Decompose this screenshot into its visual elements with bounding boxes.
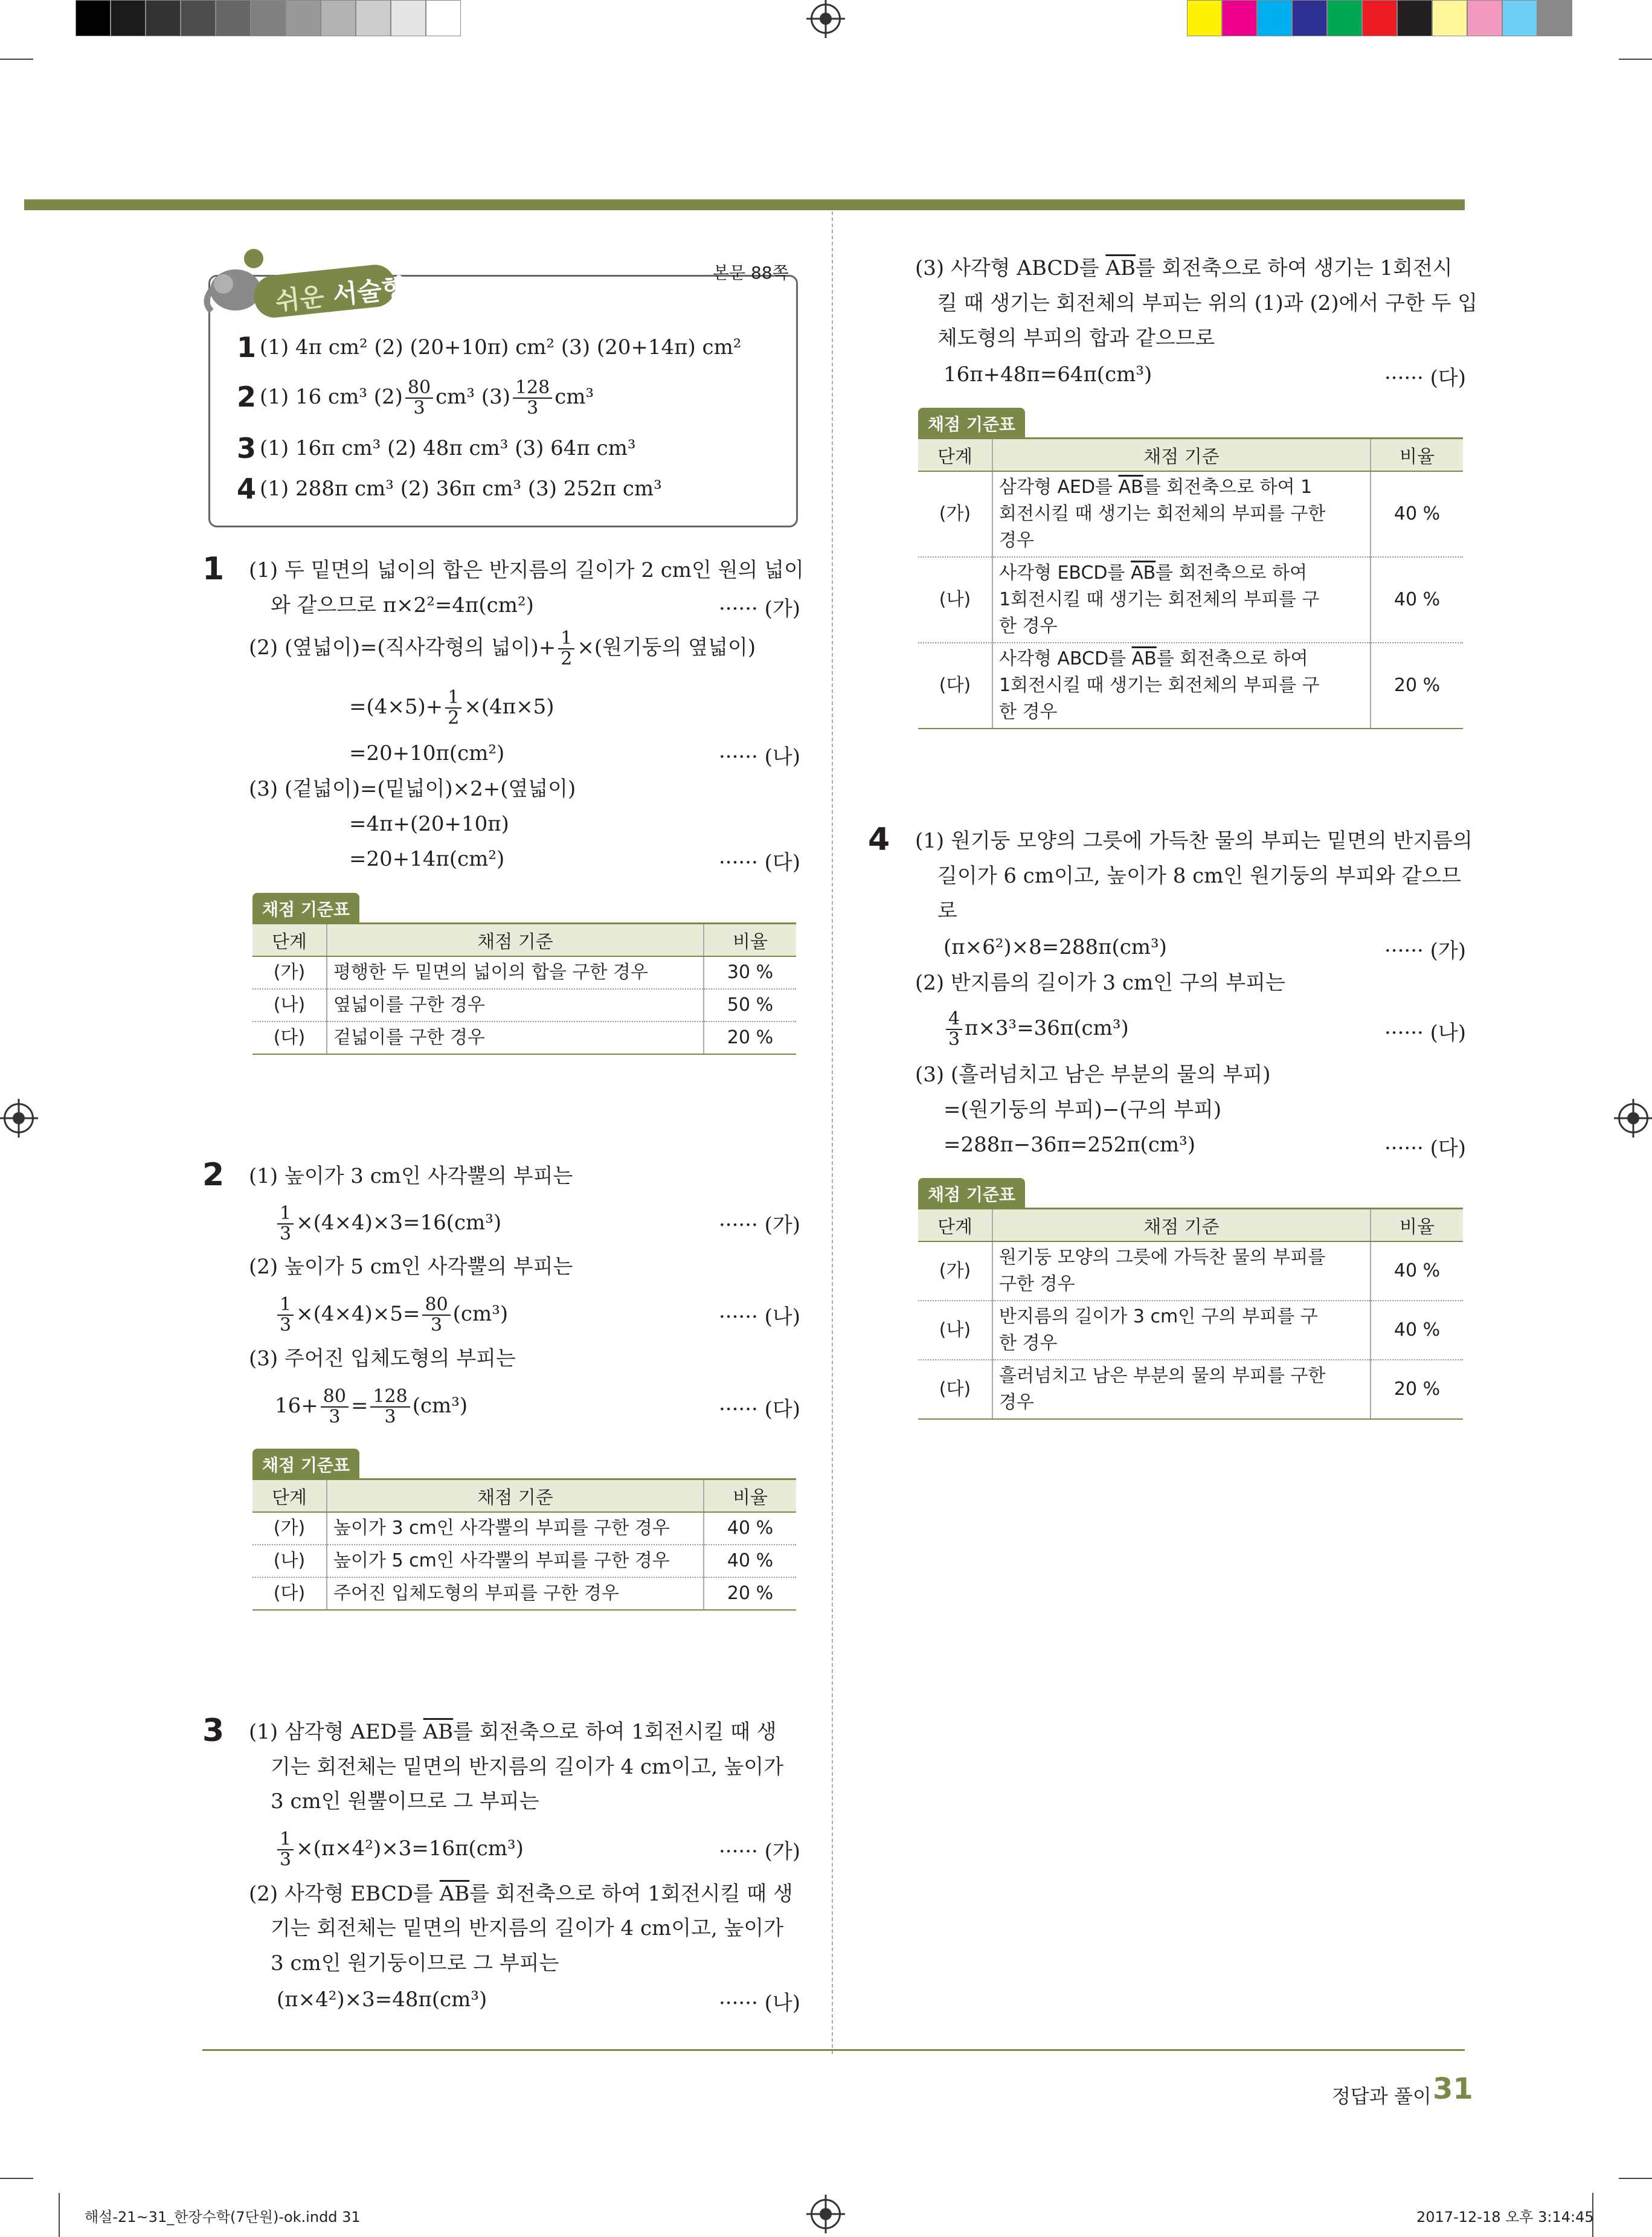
grayscale-swatch	[251, 0, 286, 36]
grayscale-swatch	[391, 0, 426, 36]
color-swatch	[1187, 0, 1222, 36]
problem-number: 3	[202, 1713, 225, 1749]
table-row: (다) 주어진 입체도형의 부피를 구한 경우 20 %	[252, 1577, 796, 1610]
color-swatch	[1537, 0, 1572, 36]
summary-num: 1	[237, 331, 257, 364]
grayscale-swatch	[286, 0, 321, 36]
table-row: (나) 사각형 EBCD를 $\overline{AB}$를 회전축으로 하여 1회전시킬 때 생기는 회전체의 부피를 구 한 경우 40 %	[918, 557, 1463, 643]
table-row: (다) 사각형 ABCD를 $\overline{AB}$를 회전축으로 하여 1회전시킬 때 생기는 회전체의 부피를 구 한 경우 20 %	[918, 643, 1463, 729]
step-tag: ······ (다)	[719, 1397, 801, 1421]
step-tag: ······ (다)	[1384, 1136, 1467, 1160]
registration-mark-icon	[811, 4, 841, 34]
column-divider	[832, 211, 833, 2054]
solution-line: $\frac{1}{3}$ ×(4×4)×3=16(cm³)	[275, 1203, 501, 1244]
grayscale-swatch	[216, 0, 251, 36]
summary-answer: (1) 4π cm² (2) (20+10π) cm² (3) (20+14π) cm²	[260, 335, 742, 359]
crop-mark	[59, 2193, 60, 2237]
solution-line: =4π+(20+10π)	[349, 812, 509, 836]
solution-line: (π×4²)×3=48π(cm³)	[277, 1988, 487, 2012]
solution-line: 로	[937, 899, 957, 923]
solution-line: =20+10π(cm²)	[349, 741, 505, 765]
grayscale-swatch	[321, 0, 356, 36]
solution-line: (1) 두 밑면의 넓이의 합은 반지름의 길이가 2 cm인 원의 넓이	[249, 558, 804, 582]
slug-file: 해설-21~31_한장수학(7단원)-ok.indd 31	[85, 2209, 361, 2226]
color-swatch	[1292, 0, 1327, 36]
solution-line: 3 cm인 원기둥이므로 그 부피는	[271, 1951, 559, 1975]
table-row: (나) 반지름의 길이가 3 cm인 구의 부피를 구 한 경우 40 %	[918, 1301, 1463, 1360]
table-row: (가) 평행한 두 밑면의 넓이의 합을 구한 경우 30 %	[252, 956, 796, 989]
grayscale-swatch	[146, 0, 181, 36]
solution-line: 16+ $\frac{80}{3}$ = $\frac{128}{3}$ (cm³)	[275, 1386, 468, 1427]
color-swatch	[1397, 0, 1432, 36]
summary-answer: (1) 16 cm³ (2) $\frac{80}{3}$ cm³ (3) $\frac{128}{3}$ cm³	[260, 377, 594, 419]
color-swatch	[1467, 0, 1502, 36]
solution-line: 와 같으므로 π×2²=4π(cm²)	[271, 593, 534, 617]
crop-mark	[0, 59, 33, 60]
step-tag: ······ (나)	[1384, 1021, 1467, 1045]
solution-line: (1) 원기둥 모양의 그릇에 가득찬 물의 부피는 밑면의 반지름의	[915, 829, 1473, 853]
table-row: (가) 원기둥 모양의 그릇에 가득찬 물의 부피를 구한 경우 40 %	[918, 1241, 1463, 1301]
solution-line: 기는 회전체는 밑면의 반지름의 길이가 4 cm이고, 높이가	[271, 1755, 784, 1779]
solution-line: (2) 사각형 EBCD를 $\overline{AB}$를 회전축으로 하여 1회전시킬 때 생	[249, 1882, 793, 1906]
header-band	[24, 199, 1465, 210]
solution-line: $\frac{1}{3}$ ×(4×4)×5= $\frac{80}{3}$ (cm³)	[275, 1295, 508, 1335]
solution-line: 길이가 6 cm이고, 높이가 8 cm인 원기둥의 부피와 같으므	[937, 864, 1462, 888]
summary-title: 쉬운 서술형	[274, 272, 408, 317]
grayscale-swatch	[426, 0, 461, 36]
step-tag: ······ (나)	[719, 745, 801, 769]
grading-table: 단계 채점 기준 비율 (가) 평행한 두 밑면의 넓이의 합을 구한 경우 30 % (나) 옆넓이를 구한 경우 50 % (다) 겉넓이를 구한 경우 20 %	[252, 922, 796, 1055]
grayscale-swatch	[181, 0, 216, 36]
solution-line: =(4×5)+ $\frac{1}{2}$ ×(4π×5)	[349, 687, 554, 729]
grading-table-badge: 채점 기준표	[252, 893, 359, 924]
summary-answer: (1) 288π cm³ (2) 36π cm³ (3) 252π cm³	[260, 477, 662, 501]
grading-table: 단계 채점 기준 비율 (가) 높이가 3 cm인 사각뿔의 부피를 구한 경우 40 % (나) 높이가 5 cm인 사각뿔의 부피를 구한 경우 40 % (다) 주어진 입체도형의 부피를 구한 경우 20 %	[252, 1478, 796, 1611]
solution-line: =288π−36π=252π(cm³)	[943, 1133, 1195, 1157]
page-reference: 본문 88쪽	[713, 263, 789, 283]
grayscale-swatch	[111, 0, 146, 36]
summary-answer: (1) 16π cm³ (2) 48π cm³ (3) 64π cm³	[260, 436, 636, 460]
grayscale-swatch	[76, 0, 111, 36]
problem-number: 4	[868, 822, 890, 858]
table-row: (다) 겉넓이를 구한 경우 20 %	[252, 1022, 796, 1054]
solution-line: 16π+48π=64π(cm³)	[943, 362, 1152, 387]
step-tag: ······ (다)	[1384, 366, 1467, 390]
color-swatch	[1362, 0, 1397, 36]
solution-line: (3) 사각형 ABCD를 $\overline{AB}$를 회전축으로 하여 생기는 1회전시	[915, 256, 1453, 280]
solution-line: (π×6²)×8=288π(cm³)	[943, 935, 1167, 959]
step-tag: ······ (나)	[719, 1305, 801, 1329]
color-swatch	[1432, 0, 1467, 36]
step-tag: ······ (가)	[1384, 939, 1467, 963]
registration-mark-icon	[4, 1103, 34, 1133]
solution-line: 기는 회전체는 밑면의 반지름의 길이가 4 cm이고, 높이가	[271, 1916, 784, 1940]
solution-line: $\frac{1}{3}$ ×(π×4²)×3=16π(cm³)	[275, 1829, 524, 1870]
summary-num: 4	[237, 472, 257, 505]
solution-line: (2) 반지름의 길이가 3 cm인 구의 부피는	[915, 971, 1285, 995]
solution-line: $\frac{4}{3}$ π×3³=36π(cm³)	[943, 1009, 1129, 1049]
problem-number: 1	[202, 551, 225, 587]
footer-label: 정답과 풀이	[1332, 2085, 1432, 2108]
page-number: 31	[1433, 2072, 1473, 2106]
color-swatch	[1327, 0, 1362, 36]
problem-number: 2	[202, 1157, 225, 1193]
table-row: (다) 흘러넘치고 남은 부분의 물의 부피를 구한 경우 20 %	[918, 1360, 1463, 1419]
solution-line: 3 cm인 원뿔이므로 그 부피는	[271, 1789, 539, 1814]
summary-num: 3	[237, 432, 257, 465]
color-swatch	[1502, 0, 1537, 36]
grading-table-badge: 채점 기준표	[918, 408, 1025, 439]
step-tag: ······ (가)	[719, 1839, 801, 1864]
grading-table: 단계 채점 기준 비율 (가) 원기둥 모양의 그릇에 가득찬 물의 부피를 구한 경우 40 % (나) 반지름의 길이가 3 cm인 구의 부피를 구 한 경우 40 % (다) 흘러넘치고 남은 부분의 물의 부피를 구한 경우 20 %	[918, 1208, 1463, 1420]
solution-line: (1) 높이가 3 cm인 사각뿔의 부피는	[249, 1164, 573, 1188]
registration-mark-icon	[811, 2199, 841, 2229]
solution-line: =(원기둥의 부피)−(구의 부피)	[943, 1098, 1222, 1122]
registration-mark-icon	[1618, 1103, 1648, 1133]
summary-num: 2	[237, 381, 257, 413]
step-tag: ······ (가)	[719, 1213, 801, 1237]
table-row: (가) 높이가 3 cm인 사각뿔의 부피를 구한 경우 40 %	[252, 1512, 796, 1545]
step-tag: ······ (가)	[719, 597, 801, 621]
footer-rule	[202, 2049, 1465, 2051]
solution-line: (1) 삼각형 AED를 $\overline{AB}$를 회전축으로 하여 1회전시킬 때 생	[249, 1720, 777, 1744]
step-tag: ······ (나)	[719, 1991, 801, 2015]
solution-line: 킬 때 생기는 회전체의 부피는 위의 (1)과 (2)에서 구한 두 입	[937, 291, 1478, 315]
color-swatch	[1257, 0, 1292, 36]
grayscale-swatch	[356, 0, 391, 36]
solution-line: (3) (겉넓이)=(밑넓이)×2+(옆넓이)	[249, 777, 576, 801]
crop-mark	[1619, 2178, 1652, 2179]
solution-line: (2) (옆넓이)=(직사각형의 넓이)+ $\frac{1}{2}$ ×(원기둥의 옆넓이)	[249, 628, 756, 669]
table-row: (나) 옆넓이를 구한 경우 50 %	[252, 989, 796, 1022]
table-row: (가) 삼각형 AED를 $\overline{AB}$를 회전축으로 하여 1 회전시킬 때 생기는 회전체의 부피를 구한 경우 40 %	[918, 471, 1463, 557]
solution-line: (3) 주어진 입체도형의 부피는	[249, 1347, 516, 1371]
crop-mark	[0, 2178, 33, 2179]
solution-line: =20+14π(cm²)	[349, 847, 505, 871]
grading-table-badge: 채점 기준표	[918, 1178, 1025, 1209]
grading-table-badge: 채점 기준표	[252, 1449, 359, 1480]
color-swatch	[1222, 0, 1257, 36]
solution-line: 체도형의 부피의 합과 같으므로	[937, 326, 1215, 350]
solution-line: (2) 높이가 5 cm인 사각뿔의 부피는	[249, 1255, 573, 1279]
step-tag: ······ (다)	[719, 851, 801, 875]
crop-mark	[1619, 59, 1652, 60]
grading-table: 단계 채점 기준 비율 (가) 삼각형 AED를 $\overline{AB}$를 회전축으로 하여 1 회전시킬 때 생기는 회전체의 부피를 구한 경우 40 % (나) 사각형 EBCD를 $\overline{AB}$를 회전축으로 하여 1회전시킬 때 생기는 회전체의 부피를 구 한 경우 40 % (다) 사각형 ABCD를 $\overline{AB}$를 회전축으로 하여 1회전시킬 때 생기는 회전체의 부피를 구 한 경우 20 %	[918, 437, 1463, 729]
table-row: (나) 높이가 5 cm인 사각뿔의 부피를 구한 경우 40 %	[252, 1545, 796, 1577]
slug-date: 2017-12-18 오후 3:14:45	[1416, 2209, 1594, 2226]
solution-line: (3) (흘러넘치고 남은 부분의 물의 부피)	[915, 1063, 1271, 1087]
